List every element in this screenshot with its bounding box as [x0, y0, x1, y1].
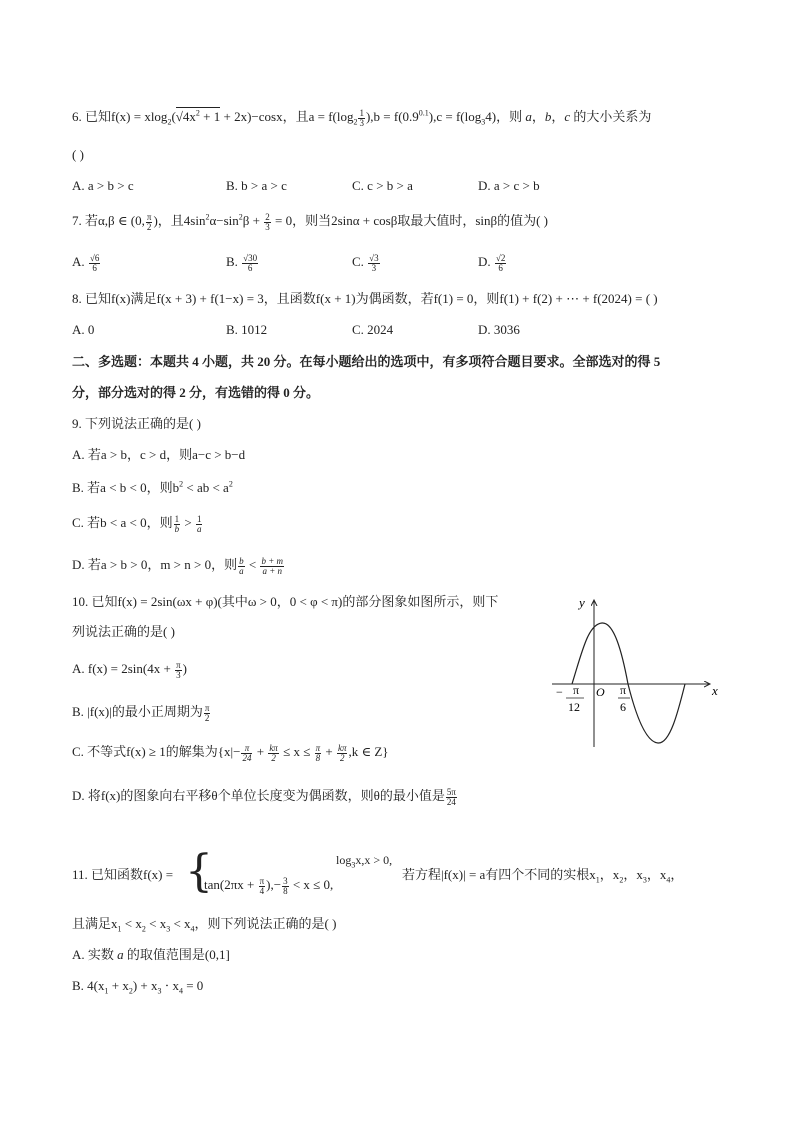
section-heading-line2: 分，部分选对的得 2 分，有选错的得 0 分。 [72, 385, 320, 400]
q11-text: 若方程|f(x)| = a有四个不同的实根x [402, 867, 596, 882]
piecewise-brace: { [185, 846, 213, 897]
denominator: 3 [359, 117, 364, 128]
q10-sine-graph [548, 592, 728, 752]
q10-option-d [72, 787, 458, 807]
sqrt-expression: $√4x^2 + 1$ [175, 108, 221, 124]
x-axis-label: x [712, 683, 718, 698]
q10-option-a [72, 660, 187, 680]
q11-text: < x ≤ 0, [289, 877, 334, 892]
q6-text: ， [531, 109, 545, 124]
denominator: 2 [339, 752, 345, 763]
fraction [446, 788, 457, 807]
fraction [146, 213, 153, 232]
q11-text: 4 [190, 924, 195, 934]
y-axis-label: y [579, 595, 585, 610]
q6-text: 0.1 [418, 108, 429, 118]
fraction [259, 877, 266, 896]
denominator: a [239, 565, 244, 576]
tick-pi-6-numerator: π [620, 683, 627, 697]
numerator: kπ [337, 742, 347, 753]
numerator: π [259, 875, 265, 886]
q10-text: C. 不等式f(x) ≥ 1的解集为{x|− [72, 744, 241, 759]
q9-text: B. 若a < b < 0，则b [72, 480, 180, 495]
q10-option-c [72, 743, 389, 763]
q6-text: 的大小关系为 [570, 109, 652, 124]
q6-text: 2 [167, 117, 172, 127]
numerator: 1 [196, 513, 202, 524]
tick-pi-6-denominator: 6 [620, 700, 626, 714]
q11-text: 3 [166, 924, 171, 934]
numerator: 1 [359, 107, 364, 118]
q6-text: 2 [353, 117, 358, 127]
fraction [241, 744, 252, 763]
q9-text: 2 [179, 479, 184, 489]
denominator: 3 [371, 262, 377, 273]
option-letter: D. [478, 254, 494, 269]
q9-text: > [181, 515, 195, 530]
numerator: 1 [174, 513, 180, 524]
fraction [204, 704, 211, 723]
q11-text: ) + x [132, 978, 158, 993]
q6-text: + 2x)−cosx，且a = f(log [220, 109, 354, 124]
fraction [174, 515, 181, 534]
tick-pi-12-denominator: 12 [568, 700, 580, 714]
numerator: 2 [265, 211, 270, 222]
numerator: π [241, 744, 252, 754]
denominator: 3 [265, 221, 270, 232]
q11-text: 2 [141, 924, 146, 934]
q11-text: 3 [157, 986, 162, 996]
q6-text: 3 [481, 117, 486, 127]
q11-text: 3 [351, 860, 356, 870]
denominator: 6 [498, 262, 503, 273]
q10-text: ,k ∈ Z} [348, 744, 389, 759]
tick-pi-12-numerator: π [573, 683, 580, 697]
q8-option-a: A. 0 [72, 322, 95, 337]
q9-option-b [72, 479, 233, 497]
q9-option-d [72, 556, 285, 576]
q9-text: < [245, 557, 260, 572]
q11-text: 4 [178, 986, 183, 996]
q8-option-c: C. 2024 [352, 322, 394, 337]
piecewise-case-2 [204, 876, 333, 896]
fraction [315, 744, 322, 763]
q6-option-c: C. c > b > a [352, 178, 413, 193]
q11-stem-prefix: 11. 已知函数f(x) = [72, 867, 174, 882]
q6-text: 6. 已知f(x) = xlog [72, 109, 168, 124]
q11-text: B. 4(x [72, 978, 105, 993]
q9-text: D. 若a > b > 0，m > n > 0，则 [72, 557, 238, 572]
q11-text: x,x > 0, [355, 853, 393, 867]
q10-text: ) [182, 661, 187, 676]
fraction [264, 213, 271, 232]
q6-option-d: D. a > c > b [478, 178, 540, 193]
sine-curve [572, 623, 685, 743]
q7-text: )，且4sin [153, 213, 206, 228]
fraction [495, 254, 506, 273]
q6-text: c [564, 109, 571, 124]
q11-text: a [117, 947, 124, 962]
numerator: √2 [495, 252, 506, 263]
q11-text: tan(2πx + [204, 877, 258, 892]
q11-text: < x [170, 916, 191, 931]
denominator: 24 [242, 752, 252, 763]
q11-text: 1 [104, 986, 109, 996]
denominator: b [174, 523, 180, 534]
q7-text: 2 [205, 212, 210, 222]
option-letter: C. [352, 254, 368, 269]
q11-text: + x [108, 978, 129, 993]
q6-text: ， [551, 109, 565, 124]
q11-text: ， [670, 867, 684, 882]
denominator: 8 [283, 885, 288, 896]
q11-text: 1 [117, 924, 122, 934]
q8-stem: 8. 已知f(x)满足f(x + 3) + f(1−x) = 3，且函数f(x + 1)为偶函数，若f(1) = 0，则f(1) + f(2) + ⋯ + f(2024) = ( ) [72, 291, 658, 306]
option-letter: B. [226, 254, 242, 269]
fraction [238, 557, 245, 576]
denominator: 3 [176, 669, 181, 680]
q10-text: + [322, 744, 336, 759]
q6-text: + 1 [199, 109, 221, 124]
q10-text: B. |f(x)|的最小正周期为 [72, 704, 203, 719]
q11-option-b [72, 977, 203, 995]
q9-stem: 9. 下列说法正确的是( ) [72, 416, 201, 431]
q10-stem-line1: 10. 已知f(x) = 2sin(ωx + φ)(其中ω > 0，0 < φ < π)的部分图象如图所示，则下 [72, 594, 499, 609]
numerator: 3 [283, 875, 288, 886]
q11-text: 1 [595, 875, 600, 885]
q6-text: ( [171, 109, 176, 124]
fraction [260, 557, 284, 576]
denominator: 4 [259, 885, 265, 896]
q9-text: C. 若b < a < 0，则 [72, 515, 173, 530]
q11-text: log [336, 853, 352, 867]
q11-text: 2 [128, 986, 133, 996]
q6-text: b [544, 109, 552, 124]
fraction [175, 661, 182, 680]
denominator: a [196, 523, 202, 534]
q6-text: ),b = f(0.9 [365, 109, 419, 124]
q6-option-b: B. b > a > c [226, 178, 287, 193]
denominator: 2 [204, 712, 210, 723]
numerator: √3 [369, 252, 379, 263]
q9-text: 2 [228, 479, 233, 489]
numerator: √30 [243, 252, 258, 263]
q11-text: ，则下列说法正确的是( ) [194, 916, 337, 931]
q7-option-c [352, 253, 381, 273]
q8-option-b: B. 1012 [226, 322, 268, 337]
q11-text: A. 实数 [72, 947, 118, 962]
q10-stem-line2: 列说法正确的是( ) [72, 624, 175, 639]
q11-text: 且满足x [72, 916, 118, 931]
fraction [196, 515, 203, 534]
section-heading-line1: 二、多选题：本题共 4 小题，共 20 分。在每小题给出的选项中，有多项符合题目要求。全部选对的得 5 [72, 354, 661, 369]
option-letter: A. [72, 254, 88, 269]
q9-option-a: A. 若a > b，c > d，则a−c > b−d [72, 447, 246, 462]
q11-stem-line2 [72, 915, 336, 933]
fraction [368, 254, 379, 273]
q11-text: ),− [266, 877, 282, 892]
fraction [282, 877, 289, 896]
q11-text: ⋅ x [161, 978, 179, 993]
tick-minus-sign: − [556, 685, 563, 699]
q11-text: ，x [623, 867, 643, 882]
numerator: b [239, 555, 244, 566]
q7-option-d [478, 253, 507, 273]
q10-text: A. f(x) = 2sin(4x + [72, 661, 175, 676]
q7-option-b [226, 253, 259, 273]
q8-option-d: D. 3036 [478, 322, 520, 337]
q7-text: β + [242, 213, 264, 228]
numerator: b + m [261, 555, 284, 566]
denominator: 8 [315, 752, 321, 763]
numerator: π [146, 211, 152, 222]
q11-text: ，x [599, 867, 620, 882]
q6-stem [72, 108, 651, 128]
denominator: 2 [146, 221, 152, 232]
q9-option-c [72, 514, 203, 534]
q11-text: 的取值范围是(0,1] [123, 947, 230, 962]
fraction [268, 744, 279, 763]
numerator: π [204, 702, 210, 713]
q6-text: 4x [182, 109, 196, 124]
denominator: 6 [92, 262, 97, 273]
q6-text: 4)，则 [485, 109, 526, 124]
numerator: π [315, 742, 321, 753]
fraction [242, 254, 258, 273]
q11-text: 2 [619, 875, 624, 885]
numerator: √6 [89, 252, 100, 263]
piecewise-case-1 [336, 851, 392, 869]
q7-text: 7. 若α,β ∈ (0, [72, 213, 145, 228]
numerator: 5π [446, 786, 456, 797]
denominator: a + n [262, 565, 283, 576]
denominator: 24 [446, 796, 456, 807]
fraction [337, 744, 348, 763]
denominator: 6 [247, 262, 253, 273]
q7-text: 2 [238, 212, 243, 222]
q11-text: = 0 [182, 978, 204, 993]
denominator: 2 [271, 752, 276, 763]
q10-option-b [72, 703, 211, 723]
q11-text: < x [145, 916, 167, 931]
q11-stem-suffix [402, 866, 683, 884]
numerator: π [176, 659, 181, 670]
q11-text: 4 [666, 875, 671, 885]
q6-text: 2 [195, 108, 200, 118]
q6-text: ),c = f(log [428, 109, 482, 124]
q7-text: α−sin [209, 213, 239, 228]
q6-option-a: A. a > b > c [72, 178, 134, 193]
q11-option-a [72, 946, 230, 964]
q11-text: ，x [646, 867, 667, 882]
numerator: kπ [269, 742, 278, 753]
q7-stem [72, 212, 548, 232]
q11-text: 3 [642, 875, 647, 885]
q6-answer-paren: ( ) [72, 147, 84, 162]
q9-text: < ab < a [183, 480, 229, 495]
fraction [89, 254, 100, 273]
fraction [358, 109, 365, 128]
q6-text: a [525, 109, 532, 124]
q7-text: = 0，则当2sinα + cosβ取最大值时，sinβ的值为( ) [271, 213, 549, 228]
q10-text: D. 将f(x)的图象向右平移θ个单位长度变为偶函数，则θ的最小值是 [72, 788, 445, 803]
q11-text: < x [121, 916, 142, 931]
origin-label: O [596, 685, 605, 699]
q7-option-a [72, 253, 101, 273]
q10-text: + [253, 744, 268, 759]
q10-text: ≤ x ≤ [279, 744, 314, 759]
